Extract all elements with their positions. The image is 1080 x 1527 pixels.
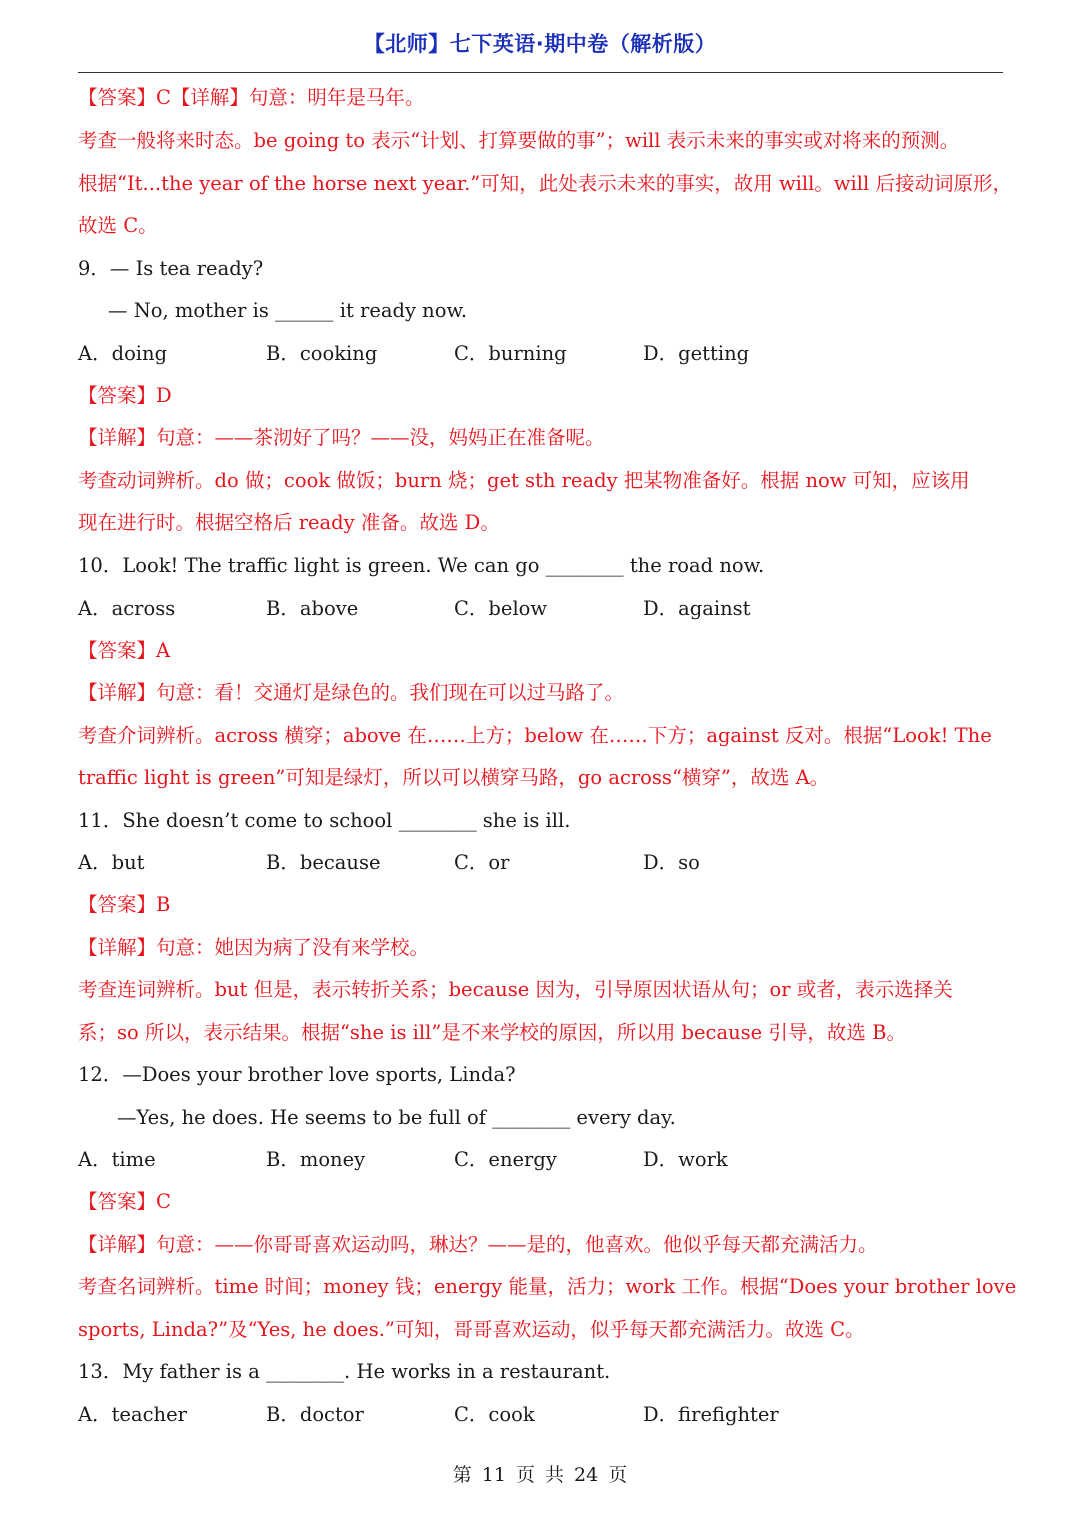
q12-stem-reply: —Yes, he does. He seems to be full of ________ every day.	[117, 1106, 676, 1129]
q10-answer: 【答案】A	[78, 639, 171, 662]
option-c: C．or	[454, 851, 510, 874]
document-header: 【北师】七下英语·期中卷（解析版）	[363, 32, 717, 56]
option-a: A．time	[78, 1148, 156, 1171]
q10-stem: 10．Look! The traffic light is green. We can go ________ the road now.	[78, 554, 765, 577]
q11-explanation-line: 系；so 所以，表示结果。根据“she is ill”是不来学校的原因，所以用 because 引导，故选 B。	[78, 1021, 906, 1044]
q10-explanation-line: traffic light is green”可知是绿灯，所以可以横穿马路，go across“横穿”，故选 A。	[78, 766, 830, 789]
option-a: A．but	[78, 851, 145, 874]
q9-detail: 【详解】句意：——茶沏好了吗？——没，妈妈正在准备呢。	[78, 426, 605, 449]
option-a: A．teacher	[78, 1403, 187, 1426]
q12-explanation-line: 考查名词辨析。time 时间；money 钱；energy 能量，活力；work 工作。根据“Does your brother love	[78, 1275, 1017, 1298]
q12-answer: 【答案】C	[78, 1190, 171, 1213]
q12-stem: 12．—Does your brother love sports, Linda?	[78, 1063, 516, 1086]
option-a: A．across	[78, 597, 176, 620]
q12-explanation-line: sports, Linda?”及“Yes, he does.”可知，哥哥喜欢运动，似乎每天都充满活力。故选 C。	[78, 1318, 865, 1341]
q10-explanation-line: 考查介词辨析。across 横穿；above 在……上方；below 在……下方；against 反对。根据“Look! The	[78, 724, 992, 747]
q8-explanation-line: 考查一般将来时态。be going to 表示“计划、打算要做的事”；will 表示未来的事实或对将来的预测。	[78, 129, 960, 152]
option-c: C．below	[454, 597, 548, 620]
q9-explanation-line: 考查动词辨析。do 做；cook 做饭；burn 烧；get sth ready 把某物准备好。根据 now 可知，应该用	[78, 469, 970, 492]
q10-detail: 【详解】句意：看！交通灯是绿色的。我们现在可以过马路了。	[78, 681, 625, 704]
q11-stem: 11．She doesn’t come to school ________ she is ill.	[78, 809, 571, 832]
option-d: D．so	[643, 851, 700, 874]
q11-detail: 【详解】句意：她因为病了没有来学校。	[78, 936, 430, 959]
q11-explanation-line: 考查连词辨析。but 但是，表示转折关系；because 因为，引导原因状语从句；or 或者，表示选择关	[78, 978, 953, 1001]
option-b: B．above	[266, 597, 359, 620]
option-b: B．money	[266, 1148, 366, 1171]
option-d: D．firefighter	[643, 1403, 779, 1426]
header-divider	[78, 72, 1003, 73]
option-a: A．doing	[78, 342, 168, 365]
option-d: D．against	[643, 597, 751, 620]
q9-stem-reply: — No, mother is ______ it ready now.	[108, 299, 468, 322]
q9-answer: 【答案】D	[78, 384, 172, 407]
option-b: B．cooking	[266, 342, 378, 365]
option-b: B．because	[266, 851, 381, 874]
q13-stem: 13．My father is a ________. He works in a restaurant.	[78, 1360, 611, 1383]
option-c: C．energy	[454, 1148, 557, 1171]
option-c: C．cook	[454, 1403, 535, 1426]
option-d: D．work	[643, 1148, 728, 1171]
q8-explanation-line: 根据“It...the year of the horse next year.”可知，此处表示未来的事实，故用 will。will 后接动词原形，	[78, 172, 1012, 195]
option-d: D．getting	[643, 342, 750, 365]
option-b: B．doctor	[266, 1403, 364, 1426]
q9-explanation-line: 现在进行时。根据空格后 ready 准备。故选 D。	[78, 511, 500, 534]
page-footer: 第 11 页 共 24 页	[452, 1464, 628, 1486]
q8-explanation-line: 故选 C。	[78, 214, 158, 237]
q8-answer-line: 【答案】C【详解】句意：明年是马年。	[78, 86, 425, 109]
option-c: C．burning	[454, 342, 567, 365]
q11-answer: 【答案】B	[78, 893, 171, 916]
q9-stem: 9．— Is tea ready?	[78, 257, 264, 280]
q12-detail: 【详解】句意：——你哥哥喜欢运动吗，琳达？——是的，他喜欢。他似乎每天都充满活力。	[78, 1233, 878, 1256]
